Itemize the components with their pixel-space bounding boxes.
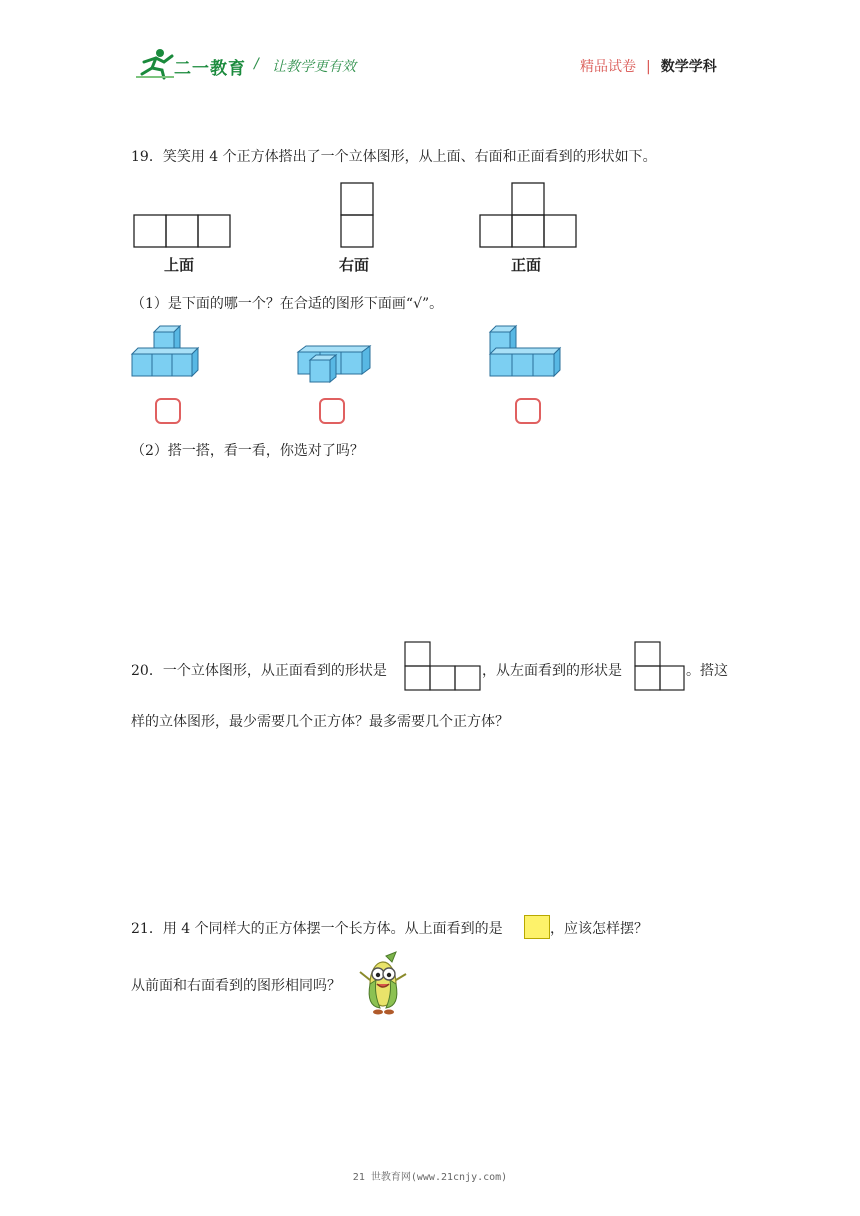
view-label-right: 右面: [339, 256, 370, 274]
q19-stem: 19．笑笑用 4 个正方体搭出了一个立体图形，从上面、右面和正面看到的形状如下。: [131, 149, 657, 165]
option-b-cubes: [296, 340, 376, 388]
footer-source: 21 世教育网(www.21cnjy.com): [352, 1172, 508, 1183]
q21-stem-a: 21．用 4 个同样大的正方体摆一个长方体。从上面看到的是: [131, 921, 503, 937]
q21-line2: 从前面和右面看到的图形相同吗？: [131, 978, 341, 994]
option-c-cubes: [488, 322, 568, 380]
header-exam-label: 精品试卷: [580, 59, 636, 75]
slogan-separator: /: [254, 56, 259, 72]
option-a-cubes: [130, 322, 210, 380]
q20-left-view-figure: [634, 641, 686, 693]
option-c-checkbox[interactable]: [515, 398, 541, 424]
right-view-figure: [340, 182, 376, 250]
q19-part2: （2）搭一搭，看一看，你选对了吗？: [131, 443, 364, 459]
q21-top-view-square: [524, 915, 550, 939]
slogan: 让教学更有效: [272, 59, 356, 75]
top-view-figure: [133, 214, 233, 249]
q20-stem-b: ，从左面看到的形状是: [482, 663, 622, 679]
q20-front-view-figure: [404, 641, 482, 693]
header: [0, 0, 860, 100]
corn-mascot-image: [356, 950, 410, 1016]
view-label-top: 上面: [164, 256, 195, 274]
header-subject: [580, 56, 717, 76]
q20-line2: 样的立体图形，最少需要几个正方体？最多需要几个正方体？: [131, 714, 509, 730]
option-b-checkbox[interactable]: [319, 398, 345, 424]
q19-part1: （1）是下面的哪一个？在合适的图形下面画“√”。: [131, 296, 444, 312]
header-separator: |: [646, 59, 651, 75]
view-label-front: 正面: [511, 256, 542, 274]
header-subject-label: 数学学科: [660, 59, 717, 75]
front-view-figure: [479, 182, 579, 250]
option-a-checkbox[interactable]: [155, 398, 181, 424]
q20-stem-c: 。搭这: [686, 663, 728, 679]
q20-stem-a: 20．一个立体图形，从正面看到的形状是: [131, 663, 387, 679]
q21-stem-b: ，应该怎样摆？: [550, 921, 648, 937]
logo-text: 二一教育: [174, 59, 246, 79]
runner-logo-icon: [134, 48, 178, 80]
